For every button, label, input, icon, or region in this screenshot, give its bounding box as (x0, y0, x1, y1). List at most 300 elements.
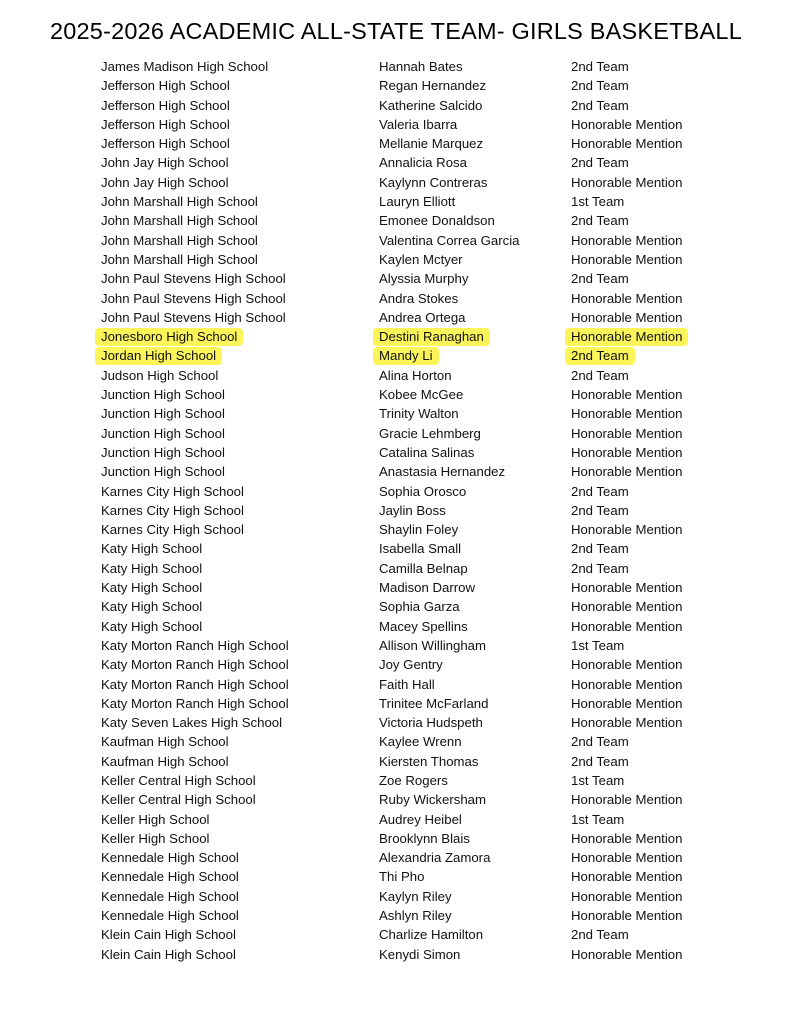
student-name-cell (379, 617, 468, 636)
award-level-cell (571, 269, 629, 288)
school-name-cell (101, 192, 258, 211)
school-name: Judson High School (101, 367, 219, 383)
school-name: Junction High School (101, 387, 225, 403)
award-level-cell (571, 404, 682, 423)
student-name: Valentina Correa Garcia (379, 232, 520, 248)
student-name: Sophia Garza (379, 599, 460, 615)
award-level: Honorable Mention (571, 309, 683, 325)
award-level: 2nd Team (571, 271, 629, 287)
student-name-cell (379, 713, 483, 732)
student-name-cell (379, 211, 495, 230)
school-name-cell (101, 829, 210, 848)
roster-row (0, 231, 792, 250)
award-level: 2nd Team (571, 59, 629, 74)
award-level: 1st Team (571, 811, 625, 827)
roster-row (0, 366, 792, 385)
school-name: Katy Seven Lakes High School (101, 715, 283, 731)
student-name: Annalicia Rosa (379, 155, 467, 171)
school-name: Junction High School (101, 425, 225, 441)
award-level-cell (571, 597, 682, 616)
school-name: Karnes City High School (101, 483, 244, 499)
school-name-cell (101, 366, 218, 385)
school-name-cell (101, 597, 202, 616)
school-name: Katy High School (101, 580, 203, 596)
school-name-cell (101, 925, 236, 944)
student-name: Ashlyn Riley (379, 908, 452, 924)
student-name-cell (379, 443, 474, 462)
student-name: Joy Gentry (379, 657, 443, 673)
roster-row (0, 520, 792, 539)
roster-row (0, 829, 792, 848)
award-level-cell (571, 115, 682, 134)
award-level: 2nd Team (571, 502, 629, 518)
school-name: Jefferson High School (101, 78, 230, 94)
student-name-cell (379, 520, 458, 539)
student-name-cell (379, 694, 488, 713)
school-name: Kennedale High School (101, 850, 239, 866)
student-name-cell (379, 945, 460, 964)
school-name: Klein Cain High School (101, 927, 236, 943)
award-level-cell (571, 327, 688, 346)
award-level-cell (571, 810, 624, 829)
roster-row (0, 810, 792, 829)
school-name: Jonesboro High School (95, 328, 243, 346)
school-name: Kaufman High School (101, 734, 229, 750)
student-name-cell (379, 327, 490, 346)
award-level-cell (571, 578, 682, 597)
student-name: Hannah Bates (379, 59, 463, 74)
student-name-cell (379, 578, 475, 597)
school-name: John Jay High School (101, 174, 229, 190)
school-name-cell (101, 443, 225, 462)
school-name-cell (101, 153, 229, 172)
award-level: 2nd Team (571, 541, 629, 557)
school-name: Katy High School (101, 618, 203, 634)
student-name: Allison Willingham (379, 637, 487, 653)
award-level-cell (571, 925, 629, 944)
award-level-cell (571, 346, 635, 365)
student-name: Gracie Lehmberg (379, 425, 481, 441)
award-level-cell (571, 771, 624, 790)
award-level-cell (571, 790, 682, 809)
award-level-cell (571, 424, 682, 443)
award-level-cell (571, 848, 682, 867)
student-name: Kenydi Simon (379, 946, 461, 962)
student-name-cell (379, 231, 520, 250)
school-name-cell (101, 771, 256, 790)
school-name: James Madison High School (101, 59, 269, 74)
award-level-cell (571, 617, 682, 636)
roster-row (0, 752, 792, 771)
school-name-cell (101, 462, 225, 481)
award-level-cell (571, 636, 624, 655)
student-name-cell (379, 636, 486, 655)
award-level: Honorable Mention (571, 522, 683, 538)
award-level: Honorable Mention (565, 328, 688, 346)
student-name: Alexandria Zamora (379, 850, 491, 866)
student-name: Andrea Ortega (379, 309, 466, 325)
school-name-cell (101, 501, 244, 520)
student-name: Faith Hall (379, 676, 435, 692)
school-name-cell (101, 713, 282, 732)
school-name-cell (101, 211, 258, 230)
school-name: Katy Morton Ranch High School (101, 676, 289, 692)
student-name: Kaylyn Riley (379, 888, 452, 904)
school-name-cell (101, 559, 202, 578)
student-name: Andra Stokes (379, 290, 459, 306)
school-name: Kennedale High School (101, 908, 239, 924)
school-name: John Jay High School (101, 155, 229, 171)
school-name-cell (101, 887, 239, 906)
award-level: 1st Team (571, 772, 625, 788)
school-name-cell (101, 906, 239, 925)
student-name-cell (379, 346, 439, 365)
school-name-cell (101, 289, 286, 308)
award-level-cell (571, 713, 682, 732)
award-level-cell (571, 867, 682, 886)
student-name: Victoria Hudspeth (379, 715, 483, 731)
school-name-cell (101, 732, 229, 751)
school-name: John Paul Stevens High School (101, 309, 286, 325)
student-name: Trinity Walton (379, 406, 459, 422)
roster-row (0, 443, 792, 462)
school-name-cell (101, 250, 258, 269)
award-level: 2nd Team (571, 213, 629, 229)
award-level-cell (571, 96, 629, 115)
roster-row (0, 289, 792, 308)
award-level-cell (571, 308, 682, 327)
roster-row (0, 192, 792, 211)
award-level: Honorable Mention (571, 695, 683, 711)
roster-row (0, 404, 792, 423)
school-name-cell (101, 539, 202, 558)
award-level: Honorable Mention (571, 464, 683, 480)
award-level: 2nd Team (571, 927, 629, 943)
school-name-cell (101, 385, 225, 404)
award-level: Honorable Mention (571, 251, 683, 267)
award-level: Honorable Mention (571, 599, 683, 615)
school-name: Kennedale High School (101, 888, 239, 904)
student-name-cell (379, 810, 462, 829)
student-name: Mellanie Marquez (379, 136, 484, 152)
student-name: Jaylin Boss (379, 502, 446, 518)
student-name-cell (379, 906, 452, 925)
roster-row (0, 848, 792, 867)
award-level: 2nd Team (571, 367, 629, 383)
school-name: Keller High School (101, 811, 210, 827)
roster-row (0, 308, 792, 327)
student-name-cell (379, 655, 443, 674)
award-level: 2nd Team (571, 97, 629, 113)
student-name-cell (379, 424, 481, 443)
award-level: Honorable Mention (571, 715, 683, 731)
roster-row (0, 925, 792, 944)
student-name: Madison Darrow (379, 580, 476, 596)
award-level: 2nd Team (571, 753, 629, 769)
student-name: Emonee Donaldson (379, 213, 495, 229)
award-level: Honorable Mention (571, 830, 683, 846)
student-name: Brooklynn Blais (379, 830, 470, 846)
award-level-cell (571, 366, 629, 385)
award-level: Honorable Mention (571, 888, 683, 904)
award-level: Honorable Mention (571, 232, 683, 248)
roster-row (0, 636, 792, 655)
student-name-cell (379, 867, 424, 886)
student-name-cell (379, 269, 468, 288)
school-name-cell (101, 482, 244, 501)
award-level: 2nd Team (565, 347, 635, 365)
award-level: Honorable Mention (571, 136, 683, 152)
roster-row (0, 96, 792, 115)
roster-row (0, 346, 792, 365)
award-level-cell (571, 76, 629, 95)
award-level-cell (571, 231, 682, 250)
school-name: Jefferson High School (101, 116, 230, 132)
student-name: Ruby Wickersham (379, 792, 486, 808)
award-level-cell (571, 655, 682, 674)
award-level-cell (571, 192, 624, 211)
page-title: 2025-2026 ACADEMIC ALL-STATE TEAM- GIRLS BASKETBALL (50, 18, 742, 44)
student-name: Zoe Rogers (379, 772, 448, 788)
school-name-cell (101, 655, 289, 674)
roster-row (0, 173, 792, 192)
award-level: 2nd Team (571, 155, 629, 171)
school-name-cell (101, 810, 210, 829)
school-name: Katy Morton Ranch High School (101, 695, 289, 711)
student-name: Kaylynn Contreras (379, 174, 488, 190)
student-name-cell (379, 597, 460, 616)
school-name: Jefferson High School (101, 136, 230, 152)
student-name: Katherine Salcido (379, 97, 483, 113)
award-level: Honorable Mention (571, 444, 683, 460)
award-level-cell (571, 906, 682, 925)
student-name: Charlize Hamilton (379, 927, 484, 943)
school-name-cell (101, 346, 222, 365)
student-name: Audrey Heibel (379, 811, 462, 827)
school-name: John Marshall High School (101, 232, 258, 248)
student-name-cell (379, 887, 452, 906)
student-name-cell (379, 250, 463, 269)
student-name: Lauryn Elliott (379, 194, 456, 210)
award-level: 1st Team (571, 637, 625, 653)
school-name: Katy High School (101, 560, 203, 576)
school-name: Junction High School (101, 444, 225, 460)
student-name-cell (379, 385, 463, 404)
award-level-cell (571, 732, 629, 751)
student-name-cell (379, 153, 467, 172)
roster-list (0, 57, 792, 964)
roster-row (0, 115, 792, 134)
award-level: Honorable Mention (571, 580, 683, 596)
roster-row (0, 713, 792, 732)
roster-row (0, 578, 792, 597)
student-name: Regan Hernandez (379, 78, 487, 94)
award-level-cell (571, 829, 682, 848)
school-name-cell (101, 308, 286, 327)
school-name-cell (101, 424, 225, 443)
school-name-cell (101, 636, 289, 655)
roster-row (0, 250, 792, 269)
award-level: Honorable Mention (571, 618, 683, 634)
student-name-cell (379, 482, 466, 501)
award-level: Honorable Mention (571, 676, 683, 692)
school-name-cell (101, 231, 258, 250)
student-name-cell (379, 559, 468, 578)
award-level: Honorable Mention (571, 425, 683, 441)
award-level: Honorable Mention (571, 908, 683, 924)
student-name: Shaylin Foley (379, 522, 459, 538)
award-level: Honorable Mention (571, 792, 683, 808)
student-name-cell (379, 752, 478, 771)
school-name-cell (101, 173, 229, 192)
student-name-cell (379, 462, 505, 481)
school-name: Junction High School (101, 464, 225, 480)
school-name: Katy High School (101, 541, 203, 557)
award-level: 2nd Team (571, 78, 629, 94)
student-name: Valeria Ibarra (379, 116, 458, 132)
student-name-cell (379, 308, 466, 327)
school-name: Karnes City High School (101, 502, 244, 518)
roster-row (0, 617, 792, 636)
roster-row (0, 501, 792, 520)
school-name-cell (101, 76, 230, 95)
school-name-cell (101, 867, 239, 886)
award-level-cell (571, 887, 682, 906)
school-name: Jefferson High School (101, 97, 230, 113)
school-name: Kaufman High School (101, 753, 229, 769)
student-name: Isabella Small (379, 541, 462, 557)
school-name-cell (101, 752, 229, 771)
roster-row (0, 675, 792, 694)
school-name-cell (101, 404, 225, 423)
school-name-cell (101, 327, 243, 346)
award-level-cell (571, 520, 682, 539)
student-name: Sophia Orosco (379, 483, 467, 499)
roster-row (0, 211, 792, 230)
award-level: Honorable Mention (571, 174, 683, 190)
roster-row (0, 57, 792, 76)
school-name: Katy High School (101, 599, 203, 615)
roster-row (0, 385, 792, 404)
school-name: Klein Cain High School (101, 946, 236, 962)
school-name-cell (101, 675, 289, 694)
award-level: Honorable Mention (571, 116, 683, 132)
student-name: Anastasia Hernandez (379, 464, 506, 480)
roster-row (0, 539, 792, 558)
school-name-cell (101, 945, 236, 964)
award-level-cell (571, 385, 682, 404)
award-level-cell (571, 462, 682, 481)
roster-row (0, 887, 792, 906)
roster-row (0, 424, 792, 443)
student-name-cell (379, 848, 490, 867)
roster-row (0, 694, 792, 713)
student-name-cell (379, 404, 459, 423)
student-name-cell (379, 192, 455, 211)
student-name: Camilla Belnap (379, 560, 468, 576)
school-name-cell (101, 520, 244, 539)
student-name-cell (379, 829, 470, 848)
student-name-cell (379, 501, 446, 520)
award-level-cell (571, 501, 629, 520)
student-name: Kaylen Mctyer (379, 251, 463, 267)
student-name-cell (379, 366, 452, 385)
school-name-cell (101, 694, 289, 713)
roster-row (0, 327, 792, 346)
student-name: Trinitee McFarland (379, 695, 489, 711)
student-name-cell (379, 925, 483, 944)
student-name-cell (379, 134, 483, 153)
school-name: John Marshall High School (101, 194, 258, 210)
award-level: 2nd Team (571, 483, 629, 499)
school-name: Junction High School (101, 406, 225, 422)
award-level-cell (571, 289, 682, 308)
school-name: Kennedale High School (101, 869, 239, 885)
student-name: Kiersten Thomas (379, 753, 479, 769)
student-name-cell (379, 173, 487, 192)
school-name-cell (101, 134, 230, 153)
school-name-cell (101, 790, 256, 809)
award-level: 2nd Team (571, 560, 629, 576)
award-level-cell (571, 57, 629, 76)
award-level-cell (571, 752, 629, 771)
school-name: Karnes City High School (101, 522, 244, 538)
student-name-cell (379, 289, 458, 308)
school-name-cell (101, 848, 239, 867)
student-name-cell (379, 675, 435, 694)
roster-row (0, 771, 792, 790)
roster-row (0, 655, 792, 674)
student-name-cell (379, 96, 482, 115)
roster-row (0, 76, 792, 95)
student-name: Kobee McGee (379, 387, 464, 403)
student-name: Kaylee Wrenn (379, 734, 462, 750)
award-level: Honorable Mention (571, 869, 683, 885)
school-name: John Marshall High School (101, 213, 258, 229)
student-name-cell (379, 732, 462, 751)
award-level-cell (571, 694, 682, 713)
roster-row (0, 790, 792, 809)
roster-row (0, 462, 792, 481)
school-name-cell (101, 57, 268, 76)
student-name-cell (379, 115, 457, 134)
student-name-cell (379, 790, 486, 809)
award-level-cell (571, 153, 629, 172)
roster-row (0, 153, 792, 172)
roster-row (0, 134, 792, 153)
school-name: Keller Central High School (101, 772, 256, 788)
school-name-cell (101, 115, 230, 134)
student-name: Destini Ranaghan (373, 328, 490, 346)
award-level-cell (571, 173, 682, 192)
award-level: Honorable Mention (571, 290, 683, 306)
student-name-cell (379, 76, 486, 95)
award-level-cell (571, 134, 682, 153)
award-level-cell (571, 675, 682, 694)
student-name-cell (379, 57, 463, 76)
roster-row (0, 906, 792, 925)
roster-row (0, 945, 792, 964)
school-name: Keller High School (101, 830, 210, 846)
award-level-cell (571, 482, 629, 501)
school-name-cell (101, 617, 202, 636)
award-level: Honorable Mention (571, 850, 683, 866)
award-level-cell (571, 250, 682, 269)
award-level-cell (571, 211, 629, 230)
award-level-cell (571, 539, 629, 558)
roster-row (0, 732, 792, 751)
school-name-cell (101, 269, 286, 288)
